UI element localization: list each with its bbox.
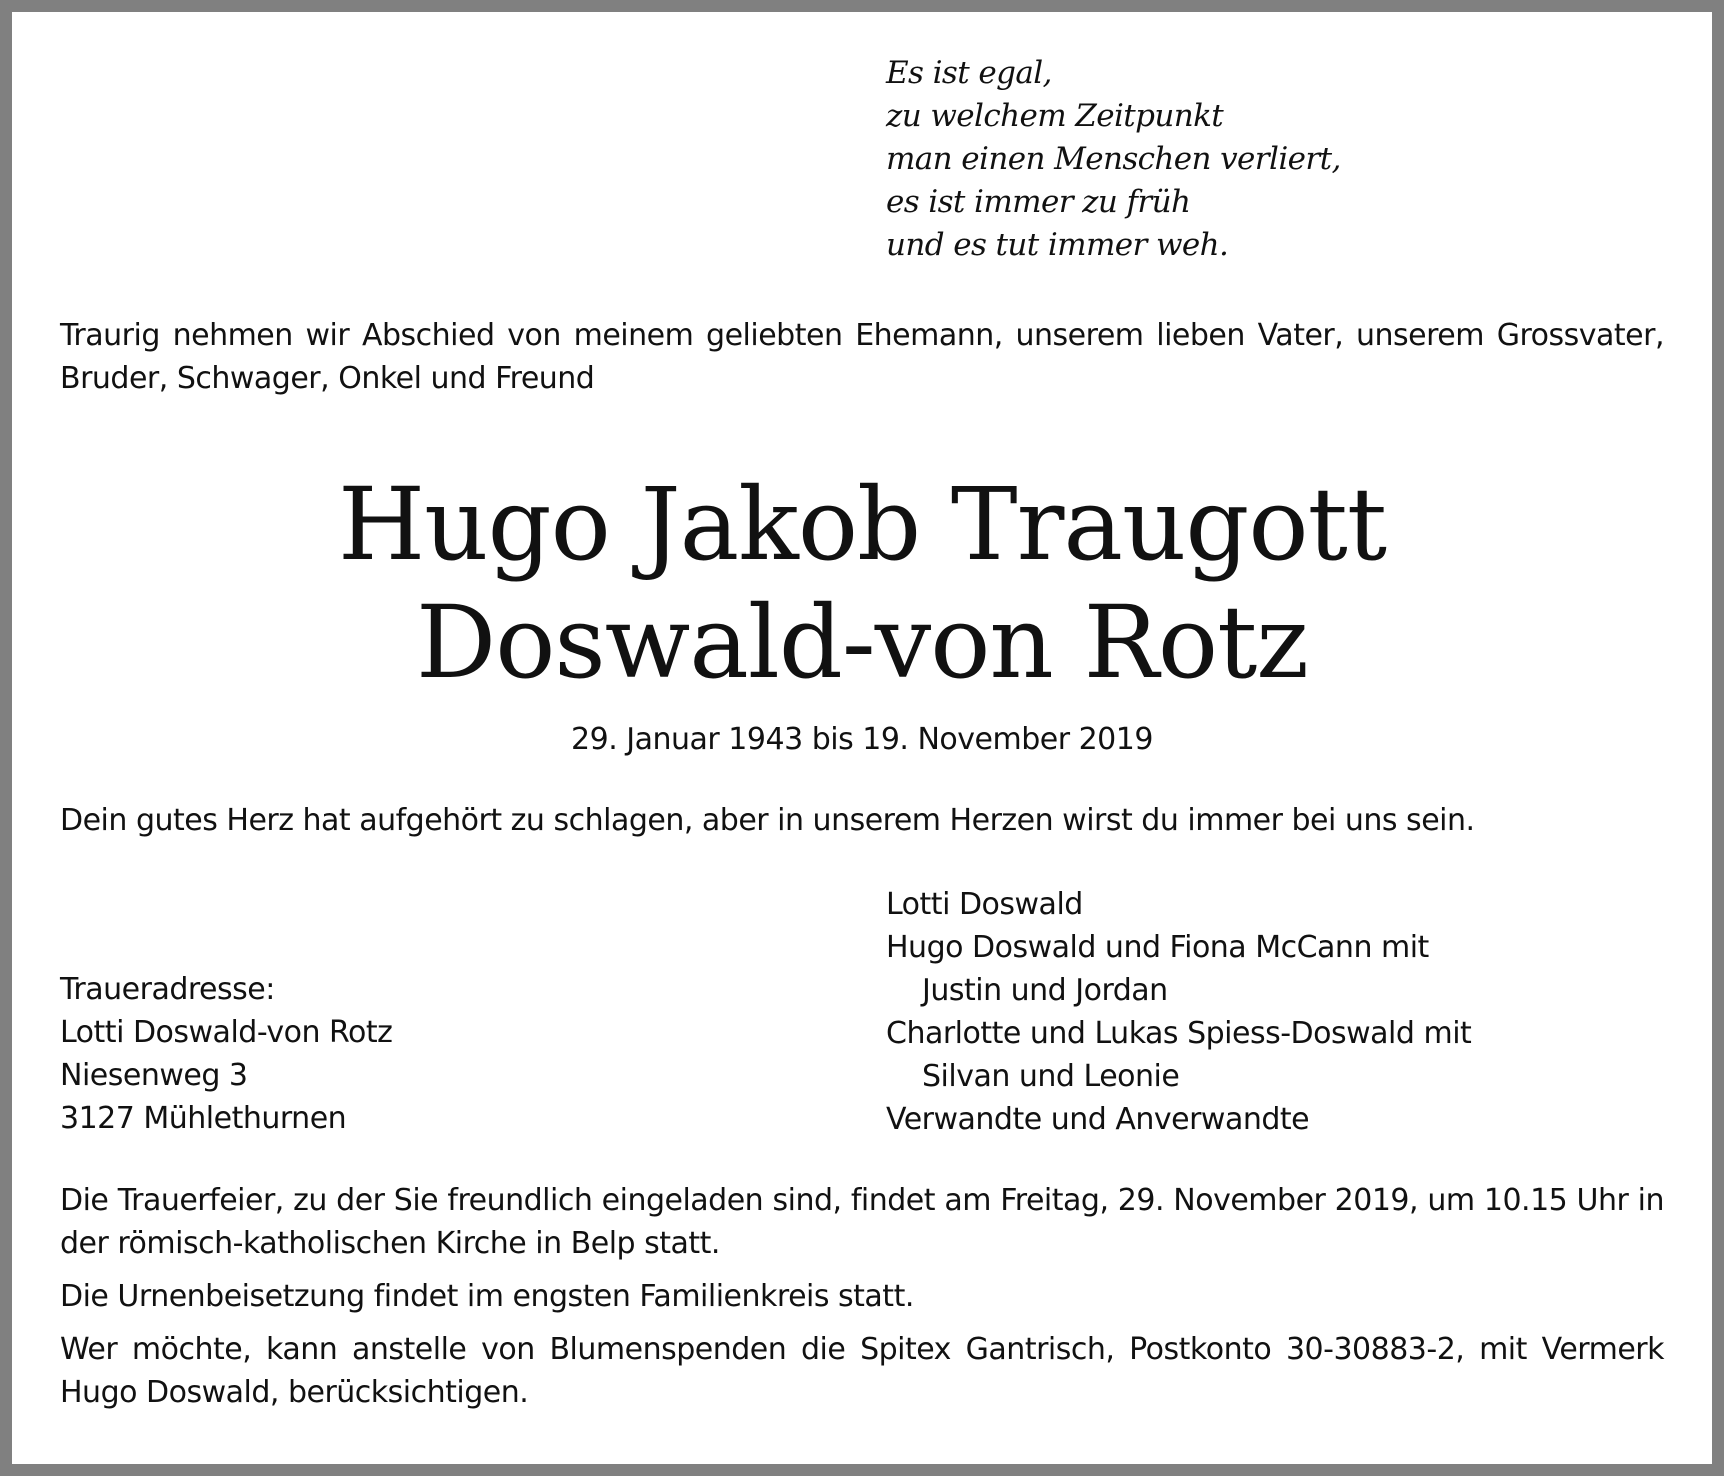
family-line-indented: Silvan und Leonie: [922, 1059, 1180, 1094]
poem-line: und es tut immer weh.: [886, 227, 1229, 263]
mourning-address: [60, 968, 392, 1140]
family-line: Lotti Doswald: [886, 887, 1083, 922]
ceremony-notice: Die Trauerfeier, zu der Sie freundlich eingeladen sind, findet am Freitag, 29. November 2019, um 10.15 Uhr in der römisch-katholischen Kirche in Belp statt.: [60, 1183, 1664, 1261]
family-line: Charlotte und Lukas Spiess-Doswald mit: [886, 1016, 1472, 1051]
family-line: Hugo Doswald und Fiona McCann mit: [886, 930, 1429, 965]
deceased-name-line2: Doswald-von Rotz: [416, 584, 1308, 701]
poem-line: es ist immer zu früh: [886, 184, 1191, 220]
address-street: Niesenweg 3: [60, 1058, 248, 1093]
donation-notice: Wer möchte, kann anstelle von Blumenspenden die Spitex Gantrisch, Postkonto 30-30883-2, mit Vermerk Hugo Doswald, berücksichtigen.: [60, 1332, 1664, 1410]
family-list: [886, 883, 1471, 1141]
intro-text: Traurig nehmen wir Abschied von meinem geliebten Ehemann, unserem lieben Vater, unserem Grossvater, Bruder, Schwager, Onkel und Freund: [60, 318, 1664, 396]
obituary-sheet: [12, 12, 1712, 1464]
deceased-name: [12, 466, 1712, 702]
family-line-indented: Justin und Jordan: [922, 973, 1168, 1008]
poem-line: man einen Menschen verliert,: [886, 141, 1341, 177]
life-dates: 29. Januar 1943 bis 19. November 2019: [571, 722, 1153, 757]
address-heading: Traueradresse:: [60, 972, 275, 1007]
burial-notice: Die Urnenbeisetzung findet im engsten Familienkreis statt.: [60, 1279, 914, 1314]
family-line: Verwandte und Anverwandte: [886, 1102, 1310, 1137]
motto-text: Dein gutes Herz hat aufgehört zu schlagen, aber in unserem Herzen wirst du immer bei uns sein.: [60, 803, 1475, 838]
address-name: Lotti Doswald-von Rotz: [60, 1015, 393, 1050]
closing-notes: [60, 1179, 1664, 1424]
deceased-name-line1: Hugo Jakob Traugott: [337, 466, 1387, 583]
address-city: 3127 Mühlethurnen: [60, 1101, 347, 1136]
poem: [886, 52, 1341, 267]
poem-line: Es ist egal,: [886, 55, 1052, 91]
poem-line: zu welchem Zeitpunkt: [886, 98, 1224, 134]
